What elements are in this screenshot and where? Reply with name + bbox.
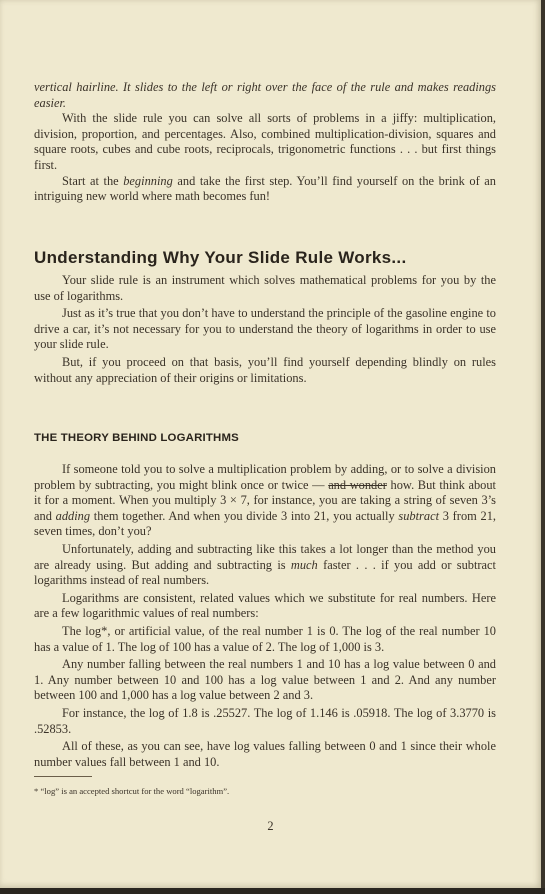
theory-p1-emphasis-subtract: subtract [398,508,440,523]
page-number: 2 [267,819,274,833]
section-understanding-body [34,273,496,386]
theory-p1-text-c: them together. And when you divide 3 into 21, you actually [90,508,399,523]
section-heading-theory: THE THEORY BEHIND LOGARITHMS [34,432,239,444]
intro-paragraph-3 [34,174,496,205]
theory-paragraph-5: Any number falling between the real numbers 1 and 10 has a log value between 0 and 1. Any number between 10 and 100 has a log value between 1 and 2. And any number between 100 and 1,000 has a log value between 2 and 3. [34,657,496,703]
understanding-paragraph-3: But, if you proceed on that basis, you’ll find yourself depending blindly on rules without any appreciation of their origins or limitations. [34,354,496,385]
theory-p1-text-d: 3 from 21, seven times, don’t you? [34,508,496,539]
understanding-paragraph-2: Just as it’s true that you don’t have to understand the principle of the gasoline engine to drive a car, it’s not necessary for you to understand the theory of logarithms in order to use your slide rule. [34,306,496,352]
understanding-paragraph-1: Your slide rule is an instrument which solves mathematical problems for you by the use of logarithms. [34,273,496,303]
theory-p1-emphasis-adding: adding [55,508,91,523]
intro-paragraph-1 [34,80,496,111]
theory-paragraph-1 [34,462,496,540]
theory-paragraph-3: Logarithms are consistent, related values which we substitute for real numbers. Here are a few logarithmic values of real numbers: [34,590,496,621]
section-heading-understanding: Understanding Why Your Slide Rule Works... [34,248,407,267]
section-theory-body [34,462,496,770]
theory-paragraph-7: All of these, as you can see, have log values falling between 0 and 1 since their whole number values fall between 1 and 10. [34,739,496,769]
footnote: * “log” is an accepted shortcut for the word “logarithm”. [34,786,230,796]
theory-p2-text-a: Unfortunately, adding and subtracting like this takes a lot longer than the method you are already using. But adding and subtracting is [34,541,496,572]
theory-paragraph-2 [34,542,496,589]
theory-p1-text-a: If someone told you to solve a multiplication problem by adding, or to solve a division problem by subtracting, you might blink once or twice — [34,462,496,492]
theory-p2-emphasis: much [290,557,318,572]
theory-p2-text-b: faster . . . if you add or subtract logarithms instead of real numbers. [34,557,496,588]
page-edge-right [541,0,545,894]
intro-continuation-text: vertical hairline. It slides to the left or right over the face of the rule and makes readings easier. [34,80,496,110]
intro-p3-emphasis: beginning [123,173,173,188]
theory-p1-text-b: how. But think about it for a moment. When you multiply 3 × 7, for instance, you are taking a string of seven 3’s and [34,477,496,523]
theory-p1-struck-text: and wonder [328,477,387,492]
intro-block [34,80,496,205]
section-theory [34,432,496,444]
intro-p3-text-a: Start at the [62,173,124,188]
footnote-divider [34,776,92,777]
intro-paragraph-2: With the slide rule you can solve all sorts of problems in a jiffy: multiplication, division, proportion, and percentages. Also, combined multiplication-division, squares and square roots, cubes and cube roots, reciprocals, trigonometric functions . . . but first things first. [34,111,496,172]
theory-paragraph-6: For instance, the log of 1.8 is .25527. The log of 1.146 is .05918. The log of 3.3770 is .52853. [34,705,496,736]
intro-p3-text-b: and take the first step. You’ll find yourself on the brink of an intriguing new world where math becomes fun! [34,173,496,204]
section-understanding [34,248,496,268]
theory-paragraph-4: The log*, or artificial value, of the real number 1 is 0. The log of the real number 10 has a value of 1. The log of 100 has a value of 2. The log of 1,000 is 3. [34,623,496,654]
page-edge-bottom [0,888,545,894]
